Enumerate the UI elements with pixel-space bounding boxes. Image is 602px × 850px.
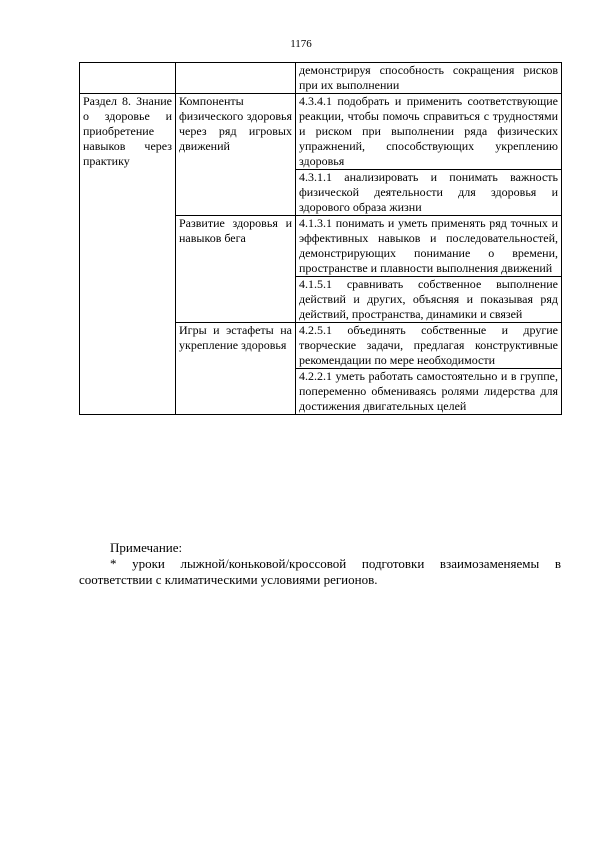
objective-cell: 4.2.5.1 объединять собственные и другие творческие задачи, предлагая конструктивные рекомендации по мере необходимости <box>296 323 562 369</box>
topic-cell: Компоненты физического здоровья через ряд игровых движений <box>176 94 296 216</box>
note-text: * уроки лыжной/коньковой/кроссовой подготовки взаимозаменяемы в соответствии с климатическими условиями регионов. <box>79 556 561 587</box>
table-row <box>80 94 562 170</box>
curriculum-table <box>79 62 562 415</box>
objective-cell: 4.3.4.1 подобрать и применить соответствующие реакции, чтобы помочь справиться с трудностями и риском при выполнении ряда физических упражнений, способствующих укреплению здоровья <box>296 94 562 170</box>
section-cell: Раздел 8. Знание о здоровье и приобретение навыков через практику <box>80 94 176 415</box>
objective-cell: 4.2.2.1 уметь работать самостоятельно и в группе, попеременно обмениваясь ролями лидерства для достижения двигательных целей <box>296 369 562 415</box>
objective-cell: 4.1.3.1 понимать и уметь применять ряд точных и эффективных навыков и последовательностей, демонстрирующих понимание о времени, пространстве и плавности выполнения движений <box>296 216 562 277</box>
note-title: Примечание: <box>110 540 183 555</box>
table-row <box>80 63 562 94</box>
page-number: 1176 <box>290 38 312 50</box>
section-cell <box>80 63 176 94</box>
objective-cell: 4.1.5.1 сравнивать собственное выполнение действий и других, объясняя и показывая ряд действий, пространства, динамики и связей <box>296 277 562 323</box>
topic-cell: Игры и эстафеты на укрепление здоровья <box>176 323 296 415</box>
objective-cell: демонстрируя способность сокращения рисков при их выполнении <box>296 63 562 94</box>
topic-cell <box>176 63 296 94</box>
objective-cell: 4.3.1.1 анализировать и понимать важность физической деятельности для здоровья и здорового образа жизни <box>296 170 562 216</box>
topic-cell: Развитие здоровья и навыков бега <box>176 216 296 323</box>
